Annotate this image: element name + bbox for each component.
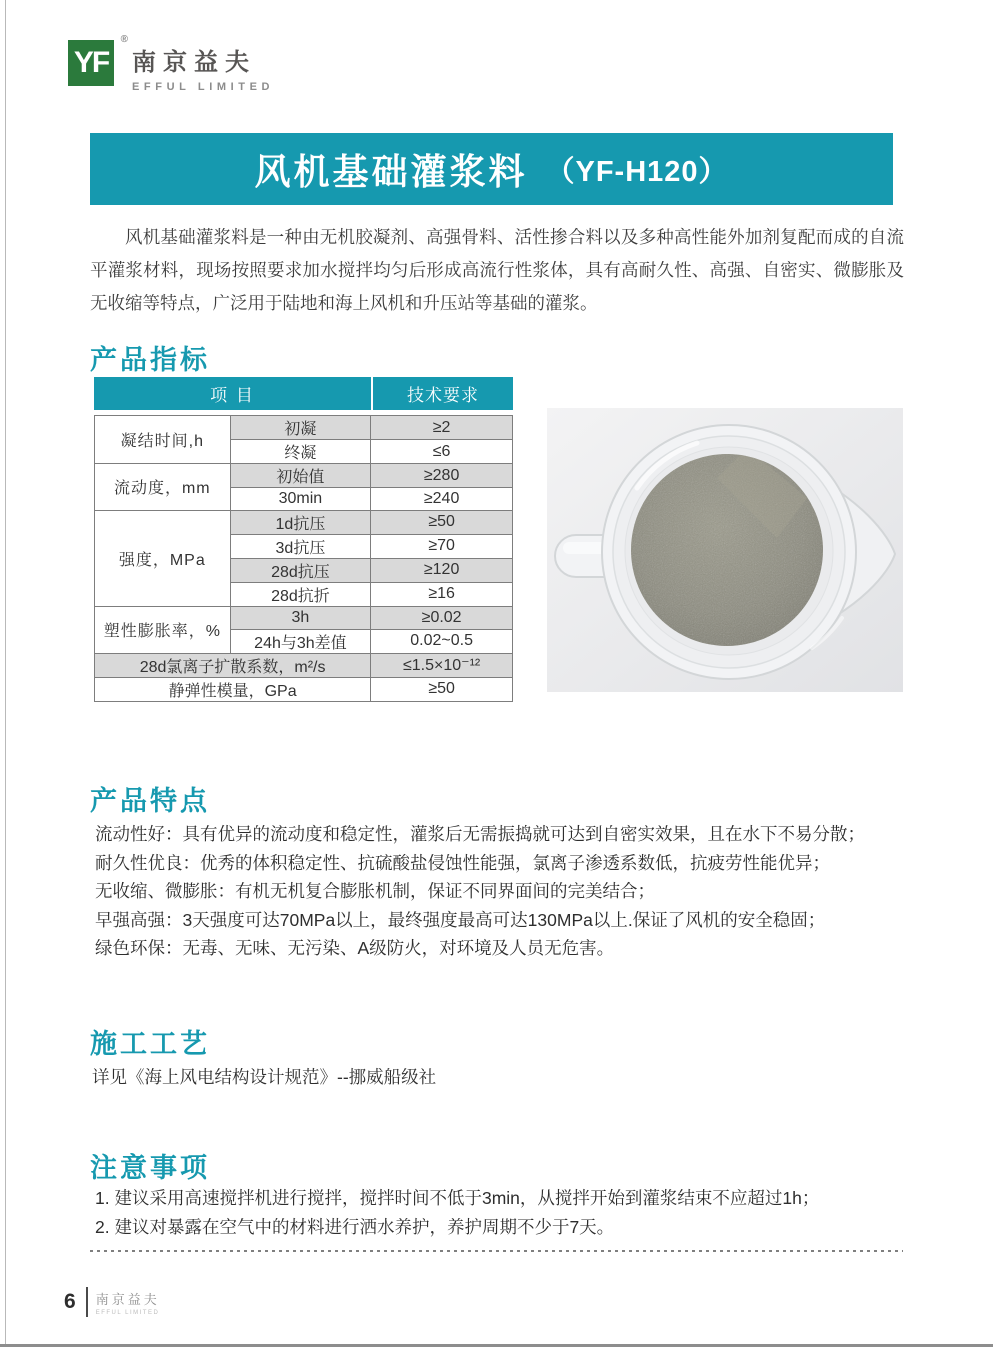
spec-requirement: ≥16: [371, 582, 513, 606]
spec-requirement: ≥70: [371, 534, 513, 558]
section-title-notes: 注意事项: [90, 1153, 210, 1183]
table-row: [95, 510, 513, 534]
spec-requirement: ≥50: [371, 677, 513, 701]
spec-sub-item: 30min: [230, 488, 371, 511]
logo-yf-icon: [68, 34, 126, 86]
company-name-en: EFFUL LIMITED: [132, 81, 275, 93]
company-logo: [68, 34, 275, 93]
spec-requirement: ≥120: [371, 558, 513, 582]
spec-requirement: ≤1.5×10⁻¹²: [371, 653, 513, 677]
spec-group-label: 流动度，mm: [95, 464, 231, 511]
registered-trademark-mark: ®: [120, 34, 126, 45]
notes-list: [95, 1184, 905, 1241]
spec-sub-item: 3d抗压: [230, 534, 371, 558]
section-title-features: 产品特点: [90, 786, 210, 816]
feature-item: 绿色环保：无毒、无味、无污染、A级防火，对环境及人员无危害。: [95, 938, 615, 959]
footer-company-en: EFFUL LIMITED: [95, 1309, 160, 1316]
table-row: [95, 416, 513, 440]
spec-requirement: ≥0.02: [371, 606, 513, 629]
page-left-edge-line: [5, 0, 6, 1345]
section-title-indicators: 产品指标: [90, 345, 210, 375]
company-name-cn: 南京益夫: [132, 49, 256, 76]
table-row: [95, 677, 513, 701]
spec-sub-item: 1d抗压: [230, 510, 371, 534]
table-row: [95, 464, 513, 488]
spec-full-label: 静弹性模量，GPa: [95, 677, 371, 701]
product-model: （YF-H120）: [545, 155, 729, 188]
table-row: [95, 606, 513, 629]
spec-sub-item: 28d抗折: [230, 582, 371, 606]
product-title-banner: [90, 133, 893, 205]
logo-names: [132, 40, 274, 93]
spec-sub-item: 初凝: [230, 416, 371, 440]
note-item: 1. 建议采用高速搅拌机进行搅拌，搅拌时间不低于3min，从搅拌开始到灌浆结束不应超过1h；: [95, 1188, 820, 1208]
page-footer: [64, 1287, 160, 1317]
feature-item: 早强高强：3天强度可达70MPa以上，最终强度最高可达130MPa以上.保证了风机的安全稳固；: [95, 909, 826, 930]
spec-requirement: ≥280: [371, 464, 513, 488]
footer-dotted-divider: [90, 1250, 903, 1252]
spec-requirement: 0.02~0.5: [371, 629, 513, 653]
spec-sub-item: 初始值: [230, 464, 371, 488]
spec-requirement: ≥50: [371, 510, 513, 534]
spec-requirement: ≤6: [371, 440, 513, 464]
beaker-powder-illustration: [547, 408, 903, 692]
product-title: 风机基础灌浆料: [254, 150, 528, 192]
spec-header-requirement: 技术要求: [371, 377, 513, 410]
logo-monogram: YF: [73, 46, 109, 79]
footer-company-cn: 南京益夫: [95, 1291, 160, 1307]
process-text: 详见《海上风电结构设计规范》--挪威船级社: [92, 1067, 437, 1087]
table-row: [95, 653, 513, 677]
spec-group-label: 强度，MPa: [95, 510, 231, 606]
spec-sub-item: 24h与3h差值: [230, 629, 371, 653]
note-item: 2. 建议对暴露在空气中的材料进行洒水养护，养护周期不少于7天。: [95, 1216, 615, 1237]
spec-requirement: ≥240: [371, 488, 513, 511]
footer-logo: [96, 1289, 160, 1316]
spec-group-label: 凝结时间,h: [95, 416, 231, 464]
spec-sub-item: 终凝: [230, 440, 371, 464]
product-intro-paragraph: 风机基础灌浆料是一种由无机胶凝剂、高强骨料、活性掺合料以及多种高性能外加剂复配而成的自流平灌浆材料，现场按照要求加水搅拌均匀后形成高流行性浆体，具有高耐久性、高强、自密实、微膨胀及无收缩等特点，广泛用于陆地和海上风机和升压站等基础的灌浆。: [90, 227, 904, 313]
feature-item: 无收缩、微膨胀：有机无机复合膨胀机制，保证不同界面间的完美结合；: [95, 881, 655, 902]
footer-separator-bar: [86, 1287, 88, 1317]
spec-group-label: 塑性膨胀率，%: [95, 606, 231, 653]
feature-item: 耐久性优良：优秀的体积稳定性、抗硫酸盐侵蚀性能强，氯离子渗透系数低，抗疲劳性能优异；: [95, 852, 830, 873]
product-photo: [547, 408, 903, 692]
feature-list: [95, 820, 905, 963]
spec-table: [94, 415, 513, 702]
page-number: 6: [64, 1290, 76, 1313]
spec-sub-item: 28d抗压: [230, 558, 371, 582]
spec-sub-item: 3h: [230, 606, 371, 629]
spec-full-label: 28d氯离子扩散系数，m²/s: [95, 653, 371, 677]
feature-item: 流动性好：具有优异的流动度和稳定性，灌浆后无需振捣就可达到自密实效果，且在水下不易分散；: [95, 824, 865, 844]
section-title-process: 施工工艺: [90, 1029, 210, 1059]
spec-header-item: 项 目: [210, 386, 255, 405]
spec-table-header: [94, 377, 513, 410]
spec-requirement: ≥2: [371, 416, 513, 440]
